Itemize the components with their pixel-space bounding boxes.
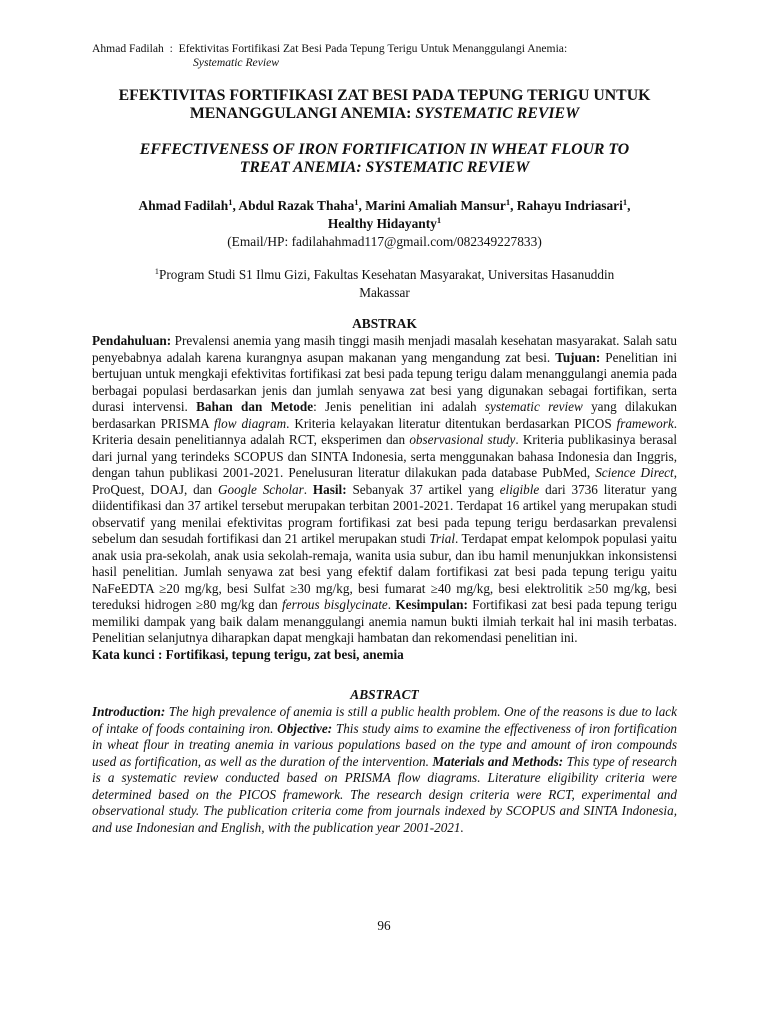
title-indonesian-line2-italic: SYSTEMATIC REVIEW xyxy=(415,104,580,122)
title-indonesian-line1: EFEKTIVITAS FORTIFIKASI ZAT BESI PADA TEPUNG TERIGU UNTUK xyxy=(118,87,651,104)
paragraph-text: observasional study xyxy=(409,432,516,447)
paragraph-text: . xyxy=(387,597,396,612)
title-english-line1: EFFECTIVENESS OF IRON FORTIFICATION IN WHEAT FLOUR TO xyxy=(139,141,630,158)
paragraph-text: The high prevalence of anemia is still a public health problem. One of the reasons is due to lack of intake of foods containing iron. xyxy=(92,704,677,736)
paragraph-text: Sebanyak 37 artikel yang xyxy=(346,481,500,497)
author-affiliation-marker: 1 xyxy=(505,197,511,207)
author-affiliation-marker: 1 xyxy=(228,197,233,207)
paragraph-text: : Jenis penelitian ini adalah xyxy=(313,399,485,414)
section-label: Materials and Methods: xyxy=(432,753,564,769)
paragraph-text: yang dilakukan berdasarkan PRISMA xyxy=(92,399,677,431)
paragraph-text: . Kriteria kelayakan literatur ditentukan berdasarkan PICOS xyxy=(286,415,617,431)
paragraph-text: flow diagram xyxy=(213,415,287,431)
title-indonesian xyxy=(92,87,677,122)
author-name: Rahayu Indriasari xyxy=(516,198,623,213)
abstrak-body xyxy=(92,333,677,647)
paragraph-text: Science Direct xyxy=(595,465,674,480)
running-head-author: Ahmad Fadilah xyxy=(92,42,164,55)
paragraph-text: eligible xyxy=(499,481,540,497)
paragraph-text: Prevalensi anemia yang masih tinggi masih menjadi masalah kesehatan masyarakat. Salah satu penyebabnya adalah karena kurangnya asupan makanan yang mengandung zat besi. xyxy=(92,333,677,365)
affiliation-line1: Program Studi S1 Ilmu Gizi, Fakultas Kesehatan Masyarakat, Universitas Hasanuddin xyxy=(158,267,615,282)
abstract-body xyxy=(92,704,677,836)
author-affiliation-marker: 1 xyxy=(354,197,359,207)
author-separator: , xyxy=(232,198,239,213)
paragraph-text: , ProQuest, DOAJ, dan xyxy=(92,465,678,497)
paragraph-text: Fortifikasi zat besi pada tepung terigu memiliki dampak yang baik dalam menanggulangi anemia namun bukti ilmiah terkait hal ini masih terbatas. Penelitian selanjutnya diharapkan dapat mengkaji hambatan dan rekomendasi penelitian ini. xyxy=(92,597,678,645)
abstract-heading: ABSTRACT xyxy=(350,687,419,702)
author-name: Marini Amaliah Mansur xyxy=(365,198,506,213)
affiliation xyxy=(92,266,677,301)
title-english xyxy=(92,141,677,176)
author-separator: , xyxy=(627,198,631,213)
paragraph-text: framework xyxy=(616,415,674,431)
running-head-title: Efektivitas Fortifikasi Zat Besi Pada Tepung Terigu Untuk Menanggulangi Anemia: xyxy=(178,42,568,55)
section-label: Tujuan: xyxy=(555,349,601,365)
author-affiliation-marker: 1 xyxy=(436,215,442,225)
author-name: Healthy Hidayanty xyxy=(327,216,437,231)
article-content xyxy=(92,87,677,836)
title-indonesian-line2: MENANGGULANGI ANEMIA: xyxy=(189,104,416,122)
running-head-subtitle: Systematic Review xyxy=(193,56,279,69)
author-name: Ahmad Fadilah xyxy=(138,198,229,213)
paragraph-text: . Terdapat empat kelompok populasi yaitu anak usia pra-sekolah, anak usia sekolah-remaja, wanita usia subur, dan ibu hamil menunjukkan inkonsistensi hasil penelitian. Jumlah senyawa zat besi yang efektif dalam fortifikasi zat besi pada tepung terigu yaitu NaFeEDTA ≥20 mg/kg, besi Sulfat ≥30 mg/kg, besi fumarat ≥40 mg/kg, besi elektrolitik ≥50 mg/kg, besi tereduksi hidrogen ≥80 mg/kg dan xyxy=(92,531,677,612)
paragraph-text: Penelitian ini bertujuan untuk mengkaji efektivitas fortifikasi zat besi pada tepung terigu dalam menanggulangi anemia pada berbagai populasi berdasarkan jenis dan jumlah senyawa zat besi yang digunakan sebagai fortifikan, serta durasi intervensi. xyxy=(92,349,677,414)
paragraph-text: . Kriteria publikasinya berasal dari jurnal yang terindeks SCOPUS dan SINTA Indonesia, serta menggunakan bahasa Indonesia dan Inggris, dengan tahun publikasi 2001-2021. Penelusuran literatur dilakukan pada database PubMed, xyxy=(92,432,677,480)
paragraph-text: . Kriteria desain penelitiannya adalah RCT, eksperimen dan xyxy=(92,415,677,447)
paragraph-text: dari 3736 literatur yang diidentifikasi dan 37 artikel tersebut merupakan terbitan 2001-2021. Terdapat 16 artikel yang merupakan studi observatif yang menilai efektivitas program fortifikasi zat besi pada tepung terigu berdasarkan prevalensi sebelum dan sesudah fortifikasi dan 21 artikel merupakan studi xyxy=(92,481,677,546)
author-list xyxy=(92,197,677,233)
section-label: Objective: xyxy=(277,720,333,736)
paragraph-text: Trial xyxy=(429,531,456,546)
author-name: Abdul Razak Thaha xyxy=(238,198,355,213)
paragraph-text: . xyxy=(303,481,313,497)
author-affiliation-marker: 1 xyxy=(622,197,628,207)
section-label: Hasil: xyxy=(312,481,347,497)
page-number: 96 xyxy=(377,918,391,933)
author-separator: , xyxy=(358,198,366,213)
keywords: Kata kunci : Fortifikasi, tepung terigu, zat besi, anemia xyxy=(92,646,404,662)
paragraph-text: This type of research is a systematic review conducted based on PRISMA flow diagrams. Literature eligibility criteria were determined based on the PICOS framework. The research design criteria were RCT, experimental and observational study. The publication criteria come from journals indexed by SCOPUS and SINTA Indonesia, and use Indonesian and English, with the publication year 2001-2021. xyxy=(92,753,677,835)
running-head-separator: : xyxy=(163,42,179,55)
section-label: Introduction: xyxy=(92,704,166,719)
section-label: Bahan dan Metode xyxy=(196,399,314,414)
paragraph-text: systematic review xyxy=(484,399,583,414)
author-email: (Email/HP: fadilahahmad117@gmail.com/082349227833) xyxy=(227,234,542,249)
affiliation-marker: 1 xyxy=(154,266,159,276)
title-english-line2: TREAT ANEMIA: SYSTEMATIC REVIEW xyxy=(239,158,530,176)
section-label: Pendahuluan: xyxy=(92,333,172,348)
paragraph-text: ferrous bisglycinate xyxy=(282,597,388,612)
section-label: Kesimpulan: xyxy=(395,597,468,612)
author-separator: , xyxy=(510,198,517,213)
abstrak-heading: ABSTRAK xyxy=(352,316,417,331)
paragraph-text: Google Scholar xyxy=(218,481,304,497)
paragraph-text: This study aims to examine the effectiveness of iron fortification in wheat flour in treating anemia in various populations based on the type and amount of iron compounds used as fortification, as well as the duration of the intervention. xyxy=(92,720,678,769)
running-head xyxy=(92,42,677,70)
affiliation-line2: Makassar xyxy=(359,284,410,300)
